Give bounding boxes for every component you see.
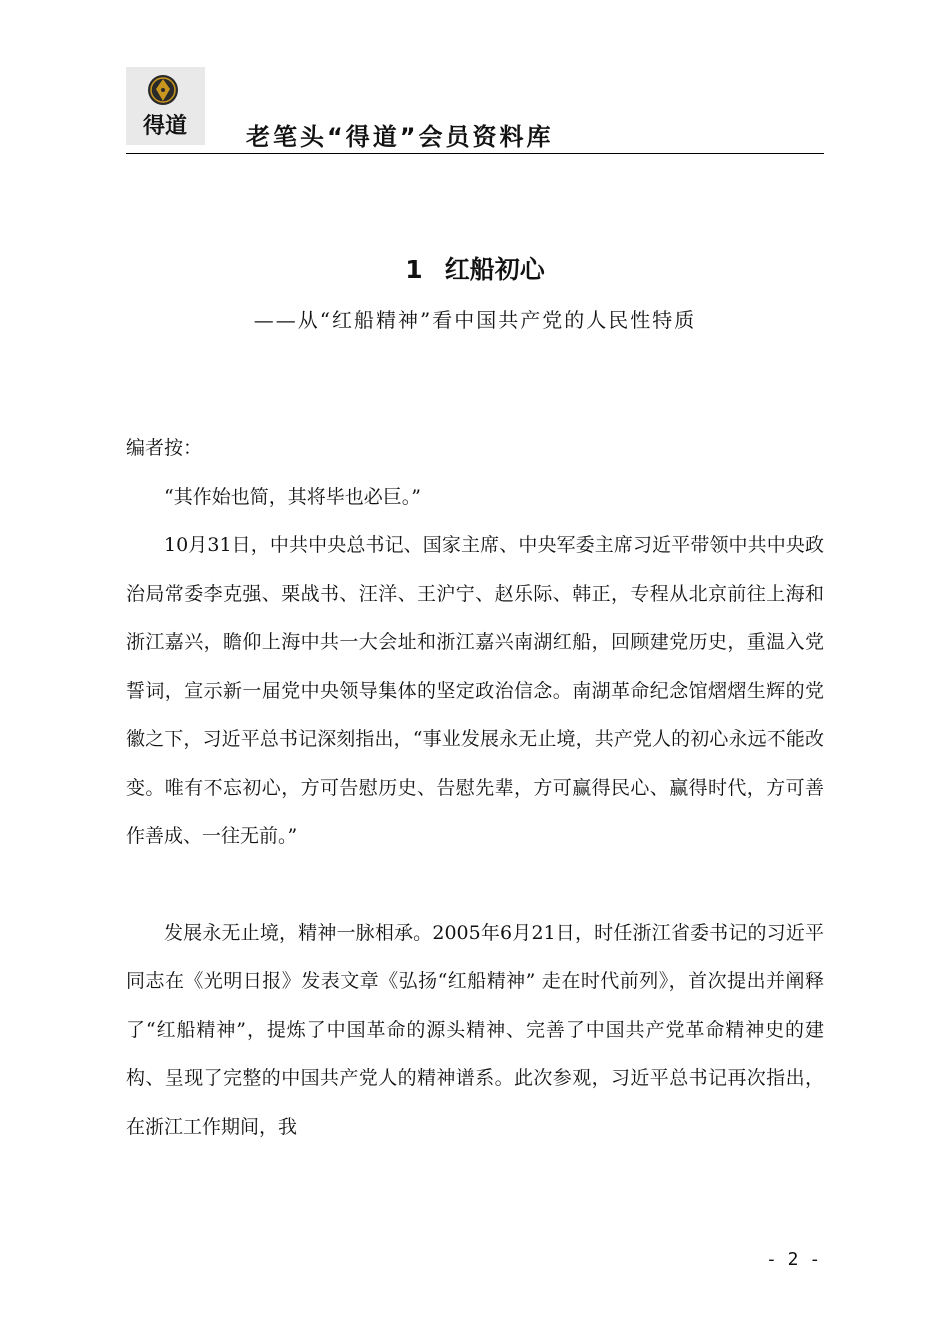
quote-paragraph: “其作始也简，其将毕也必巨。” bbox=[164, 485, 421, 508]
logo bbox=[126, 67, 205, 145]
body-paragraph: 发展永无止境，精神一脉相承。2005年6月21日，时任浙江省委书记的习近平同志在《光明日报》发表文章《弘扬“红船精神” 走在时代前列》，首次提出并阐释了“红船精神”，提炼了中国革命的源头精神、完善了中国共产党革命精神史的建构、呈现了完整的中国共产党人的精神谱系。此次参观，习近平总书记再次指出，在浙江工作期间，我 bbox=[126, 921, 824, 1138]
chapter-subtitle: ——从“红船精神”看中国共产党的人民性特质 bbox=[253, 308, 697, 332]
body-text bbox=[126, 424, 824, 1151]
logo-text: 得道 bbox=[142, 113, 188, 139]
editor-note-label: 编者按： bbox=[126, 437, 203, 459]
header-divider bbox=[126, 153, 824, 154]
body-paragraph: 10月31日，中共中央总书记、国家主席、中央军委主席习近平带领中共中央政治局常委李克强、栗战书、汪洋、王沪宁、赵乐际、韩正，专程从北京前往上海和浙江嘉兴，瞻仰上海中共一大会址和浙江嘉兴南湖红船，回顾建党历史，重温入党誓词，宣示新一届党中央领导集体的坚定政治信念。南湖革命纪念馆熠熠生辉的党徽之下，习近平总书记深刻指出，“事业发展永无止境，共产党人的初心永远不能改变。唯有不忘初心，方可告慰历史、告慰先辈，方可赢得民心、赢得时代，方可善作善成、一往无前。” bbox=[126, 534, 824, 847]
chapter-title bbox=[0, 250, 950, 286]
chapter-title-text: 红船初心 bbox=[444, 255, 545, 284]
pen-nib-emblem-icon bbox=[126, 67, 205, 145]
page-number: - 2 - bbox=[766, 1249, 821, 1270]
header-title: 老笔头“得道”会员资料库 bbox=[246, 123, 554, 151]
chapter-number: 1 bbox=[405, 255, 423, 284]
